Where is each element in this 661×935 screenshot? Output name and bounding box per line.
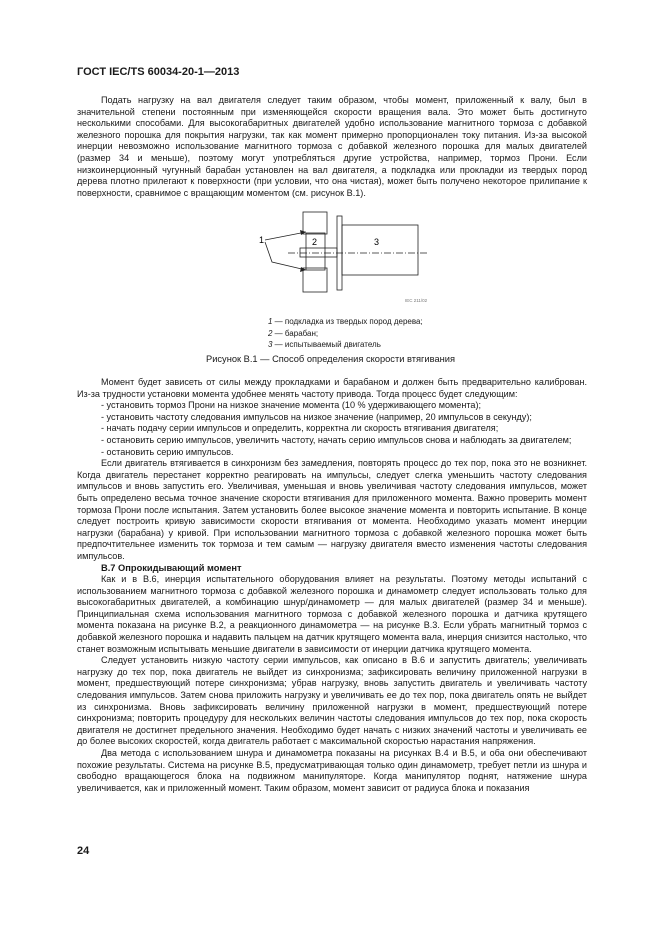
figure-caption: Рисунок В.1 — Способ определения скорости втягивания — [206, 354, 455, 364]
figure-legend — [268, 316, 423, 351]
bottom-wood-pad — [303, 268, 327, 292]
list-item: - остановить серию импульсов. — [101, 446, 234, 457]
paragraph: Если двигатель втягивается в синхронизм без замедления, повторять процесс до тех пор, пока это не возникнет. Когда двигатель перестанет корректно реагировать на импульсы, следует слегка уменьшить частоту следования импульсов и вновь запустить его. Увеличивая, уменьшая и вновь увеличивая частоту следования импульсов, может быть определено весьма точное значение скорости втягивания для приложенного момента. Важно проверить момент тормоза Прони после испытания. Затем установить более высокое значение момента и повторить испытание. В конце следует построить кривую зависимости скорости втягивания от момента. Необходимо указать момент инерции нагрузки (барабана) у кривой. При использовании магнитного тормоза с добавкой железного порошка может быть предпочтительнее изменить ток тормоза и тем самым — нагрузку двигателя вместо изменения частоты следования импульсов. — [77, 458, 587, 561]
figure-code: IEC 211/02 — [405, 298, 428, 303]
list-item: - установить частоту следования импульсов на низкое значение (например, 20 импульсов в секунду); — [101, 411, 532, 422]
label-1: 1 — [259, 235, 265, 245]
paragraph: Как и в В.6, инерция испытательного оборудования влияет на результаты. Поэтому методы испытаний с использованием магнитного тормоза с добавкой железного порошка и динамометр следует использовать только для высокогабаритных двигателей, а комбинацию шнур/динамометр — для малых двигателей (размер 34 и меньше). Принципиальная схема использования магнитного тормоза с добавкой железного порошка и датчика крутящего момента показана на рисунке В.2, а реакционного динамометра — на рисунке В.3. Если убрать магнитный тормоз с добавкой железного порошка и надавить пальцем на датчик крутящего момента вала, инерция снизится настолько, что станет возможным испытывать меньшие двигатели в зависимости от инерции датчика крутящего момента. — [77, 574, 587, 654]
label-3: 3 — [374, 237, 380, 247]
intro-section — [77, 95, 587, 199]
section-title: В.7 Опрокидывающий момент — [101, 562, 242, 573]
top-wood-pad — [303, 212, 327, 234]
legend-item: 3 — испытываемый двигатель — [268, 340, 381, 349]
document-header: ГОСТ IEC/TS 60034-20-1—2013 — [77, 66, 240, 78]
list-item: - остановить серию импульсов, увеличить частоту, начать серию импульсов снова и наблюдать за двигателем; — [101, 434, 572, 445]
figure-b1-drawing — [250, 198, 440, 308]
list-item: - начать подачу серии импульсов и определить, корректна ли скорость втягивания двигателя; — [101, 423, 499, 434]
list-item: - установить тормоз Прони на низкое значение момента (10 % удерживающего момента); — [101, 400, 482, 411]
paragraph: Подать нагрузку на вал двигателя следует таким образом, чтобы момент, приложенный к валу, был в значительной степени постоянным при изменяющейся скорости вращения вала. Это может быть достигнуто несколькими способами. Для высокогабаритных двигателей удобно использование магнитного тормоза с добавкой железного порошка для покрытия нагрузки, так как момент примерно пропорционален току питания. Из-за высокой инерции невозможно использование магнитного тормоза с добавкой железного порошка для малых двигателей (размер 34 и меньше), поэтому могут употребляться другие устройства, например, тормоз Прони. Если низкоинерционный чугунный барабан установлен на вал двигателя, а подкладка или прокладки из твердых пород дерева плотно прилегают к поверхности (при условии, что она чистая), может быть получено некоторое прилипание к поверхности, сравнимое с вращающим моментом (см. рисунок В.1). — [77, 95, 587, 198]
legend-item: 2 — барабан; — [268, 328, 319, 338]
paragraph: Следует установить низкую частоту серии импульсов, как описано в В.6 и запустить двигатель; увеличивать нагрузку до тех пор, пока двигатель не выйдет из синхронизма; зафиксировать величину приложенной нагрузки в момент, предшествующий потере синхронизма; убрав нагрузку, вновь запустить двигатель и увеличивать частоту следования импульсов. Затем снова приложить нагрузку и увеличивать ее до тех пор, пока двигатель опять не выйдет из синхронизма. Вновь зафиксировать величину приложенной нагрузки в момент, предшествующий потере синхронизма; повторить процедуру для нескольких величин частоты следования импульсов до тех пор, пока скорость двигателя не достигнет предельного значения. Необходимо будет начать с низких значений частоты и увеличивать ее до более высоких скоростей, когда двигатель работает с максимальной скоростью нарастания напряжения. — [77, 655, 587, 747]
motor-body — [342, 225, 418, 275]
leader-line-top — [265, 232, 306, 240]
label-2: 2 — [312, 237, 318, 247]
main-section — [77, 377, 587, 794]
paragraph: Момент будет зависеть от силы между прокладками и барабаном и должен быть предварительно калиброван. Из-за трудности установки момента удобнее менять частоту привода. Тогда процесс будет следующим: — [77, 377, 587, 399]
shaft — [300, 248, 337, 257]
paragraph: Два метода с использованием шнура и динамометра показаны на рисунках В.4 и В.5, и оба они обеспечивают похожие результаты. Система на рисунке В.5, предусматривающая только один динамометр, требует петли из шнура и свободно вращающегося блока на подвижном манипуляторе. Когда манипулятор поднят, натяжение шнура увеличивается, как и приложенный момент. Таким образом, момент зависит от радиуса блока и показания — [77, 748, 587, 793]
legend-item: 1 — подкладка из твердых пород дерева; — [268, 317, 423, 326]
page-number: 24 — [77, 845, 90, 857]
